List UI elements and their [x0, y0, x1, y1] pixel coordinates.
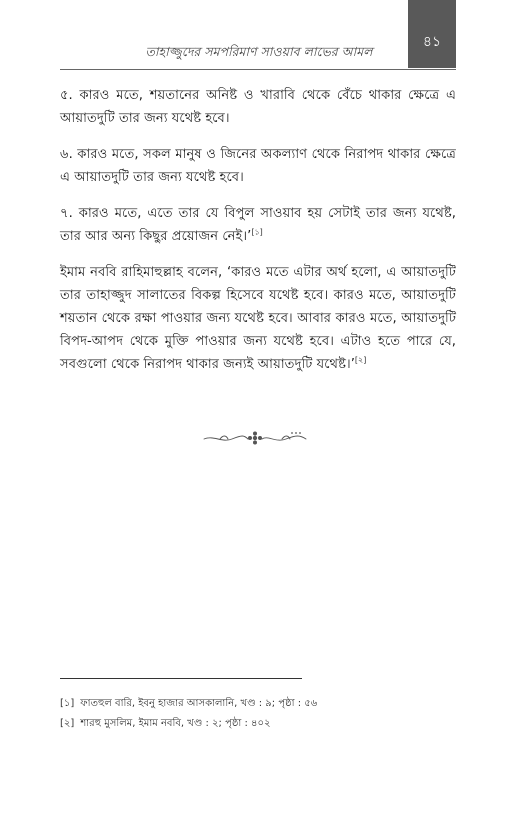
paragraph-text: ৬. কারও মতে, সকল মানুষ ও জিনের অকল্যাণ থেকে নিরাপদ থাকার ক্ষেত্রে এ আয়াতদুটি তার জন্য যথেষ্ট হবে। — [60, 147, 456, 185]
page-number: ৪১ — [422, 34, 442, 50]
footnotes — [60, 694, 456, 734]
page-number-tab — [408, 0, 456, 68]
paragraph-text: ৫. কারও মতে, শয়তানের অনিষ্ট ও খারাবি থেকে বেঁচে থাকার ক্ষেত্রে এ আয়াতদুটি তার জন্য যথেষ্ট হবে। — [60, 88, 456, 126]
footnote-2 — [60, 714, 456, 734]
footnote-number: [১] — [60, 698, 75, 709]
body-text — [60, 84, 456, 389]
footnote-rule — [60, 678, 302, 679]
footnote-text: শারহু মুসলিম, ইমাম নববি, খণ্ড : ২; পৃষ্ঠা : ৪০২ — [80, 718, 271, 729]
footnote-text: ফাতহুল বারি, ইবনু হাজার আসকালানি, খণ্ড : ৯; পৃষ্ঠা : ৫৬ — [80, 698, 318, 709]
paragraph-6 — [60, 143, 456, 189]
paragraph-7 — [60, 202, 456, 248]
paragraph-text: ইমাম নববি রাহিমাহুল্লাহ বলেন, ‘কারও মতে এটার অর্থ হলো, এ আয়াতদুটি তার তাহাজ্জুদ সালাতের বিকল্প হিসেবে যথেষ্ট হবে। কারও মতে, আয়াতদুটি শয়তান থেকে রক্ষা পাওয়ার জন্য যথেষ্ট হবে। আবার কারও মতে, আয়াতদুটি বিপদ-আপদ থেকে মুক্তি পাওয়ার জন্য যথেষ্ট হবে। এটাও হতে পারে যে, সবগুলো থেকে নিরাপদ থাকার জন্যই আয়াতদুটি যথেষ্ট।’ — [60, 265, 456, 372]
footnote-ref-2[interactable]: [২] — [354, 355, 367, 365]
header-rule — [60, 69, 456, 70]
running-header-title: তাহাজ্জুদের সমপরিমাণ সাওয়াব লাভের আমল — [145, 44, 373, 59]
floral-divider-icon — [200, 427, 310, 449]
footnote-1 — [60, 694, 456, 714]
paragraph-nawawi-quote — [60, 261, 456, 376]
footnote-number: [২] — [60, 718, 75, 729]
paragraph-text: ৭. কারও মতে, এতে তার যে বিপুল সাওয়াব হয় সেটাই তার জন্য যথেষ্ট, তার আর অন্য কিছুর প্রয়োজন নেই।’ — [60, 206, 456, 244]
paragraph-5 — [60, 84, 456, 130]
footnote-ref-1[interactable]: [১] — [251, 227, 263, 237]
